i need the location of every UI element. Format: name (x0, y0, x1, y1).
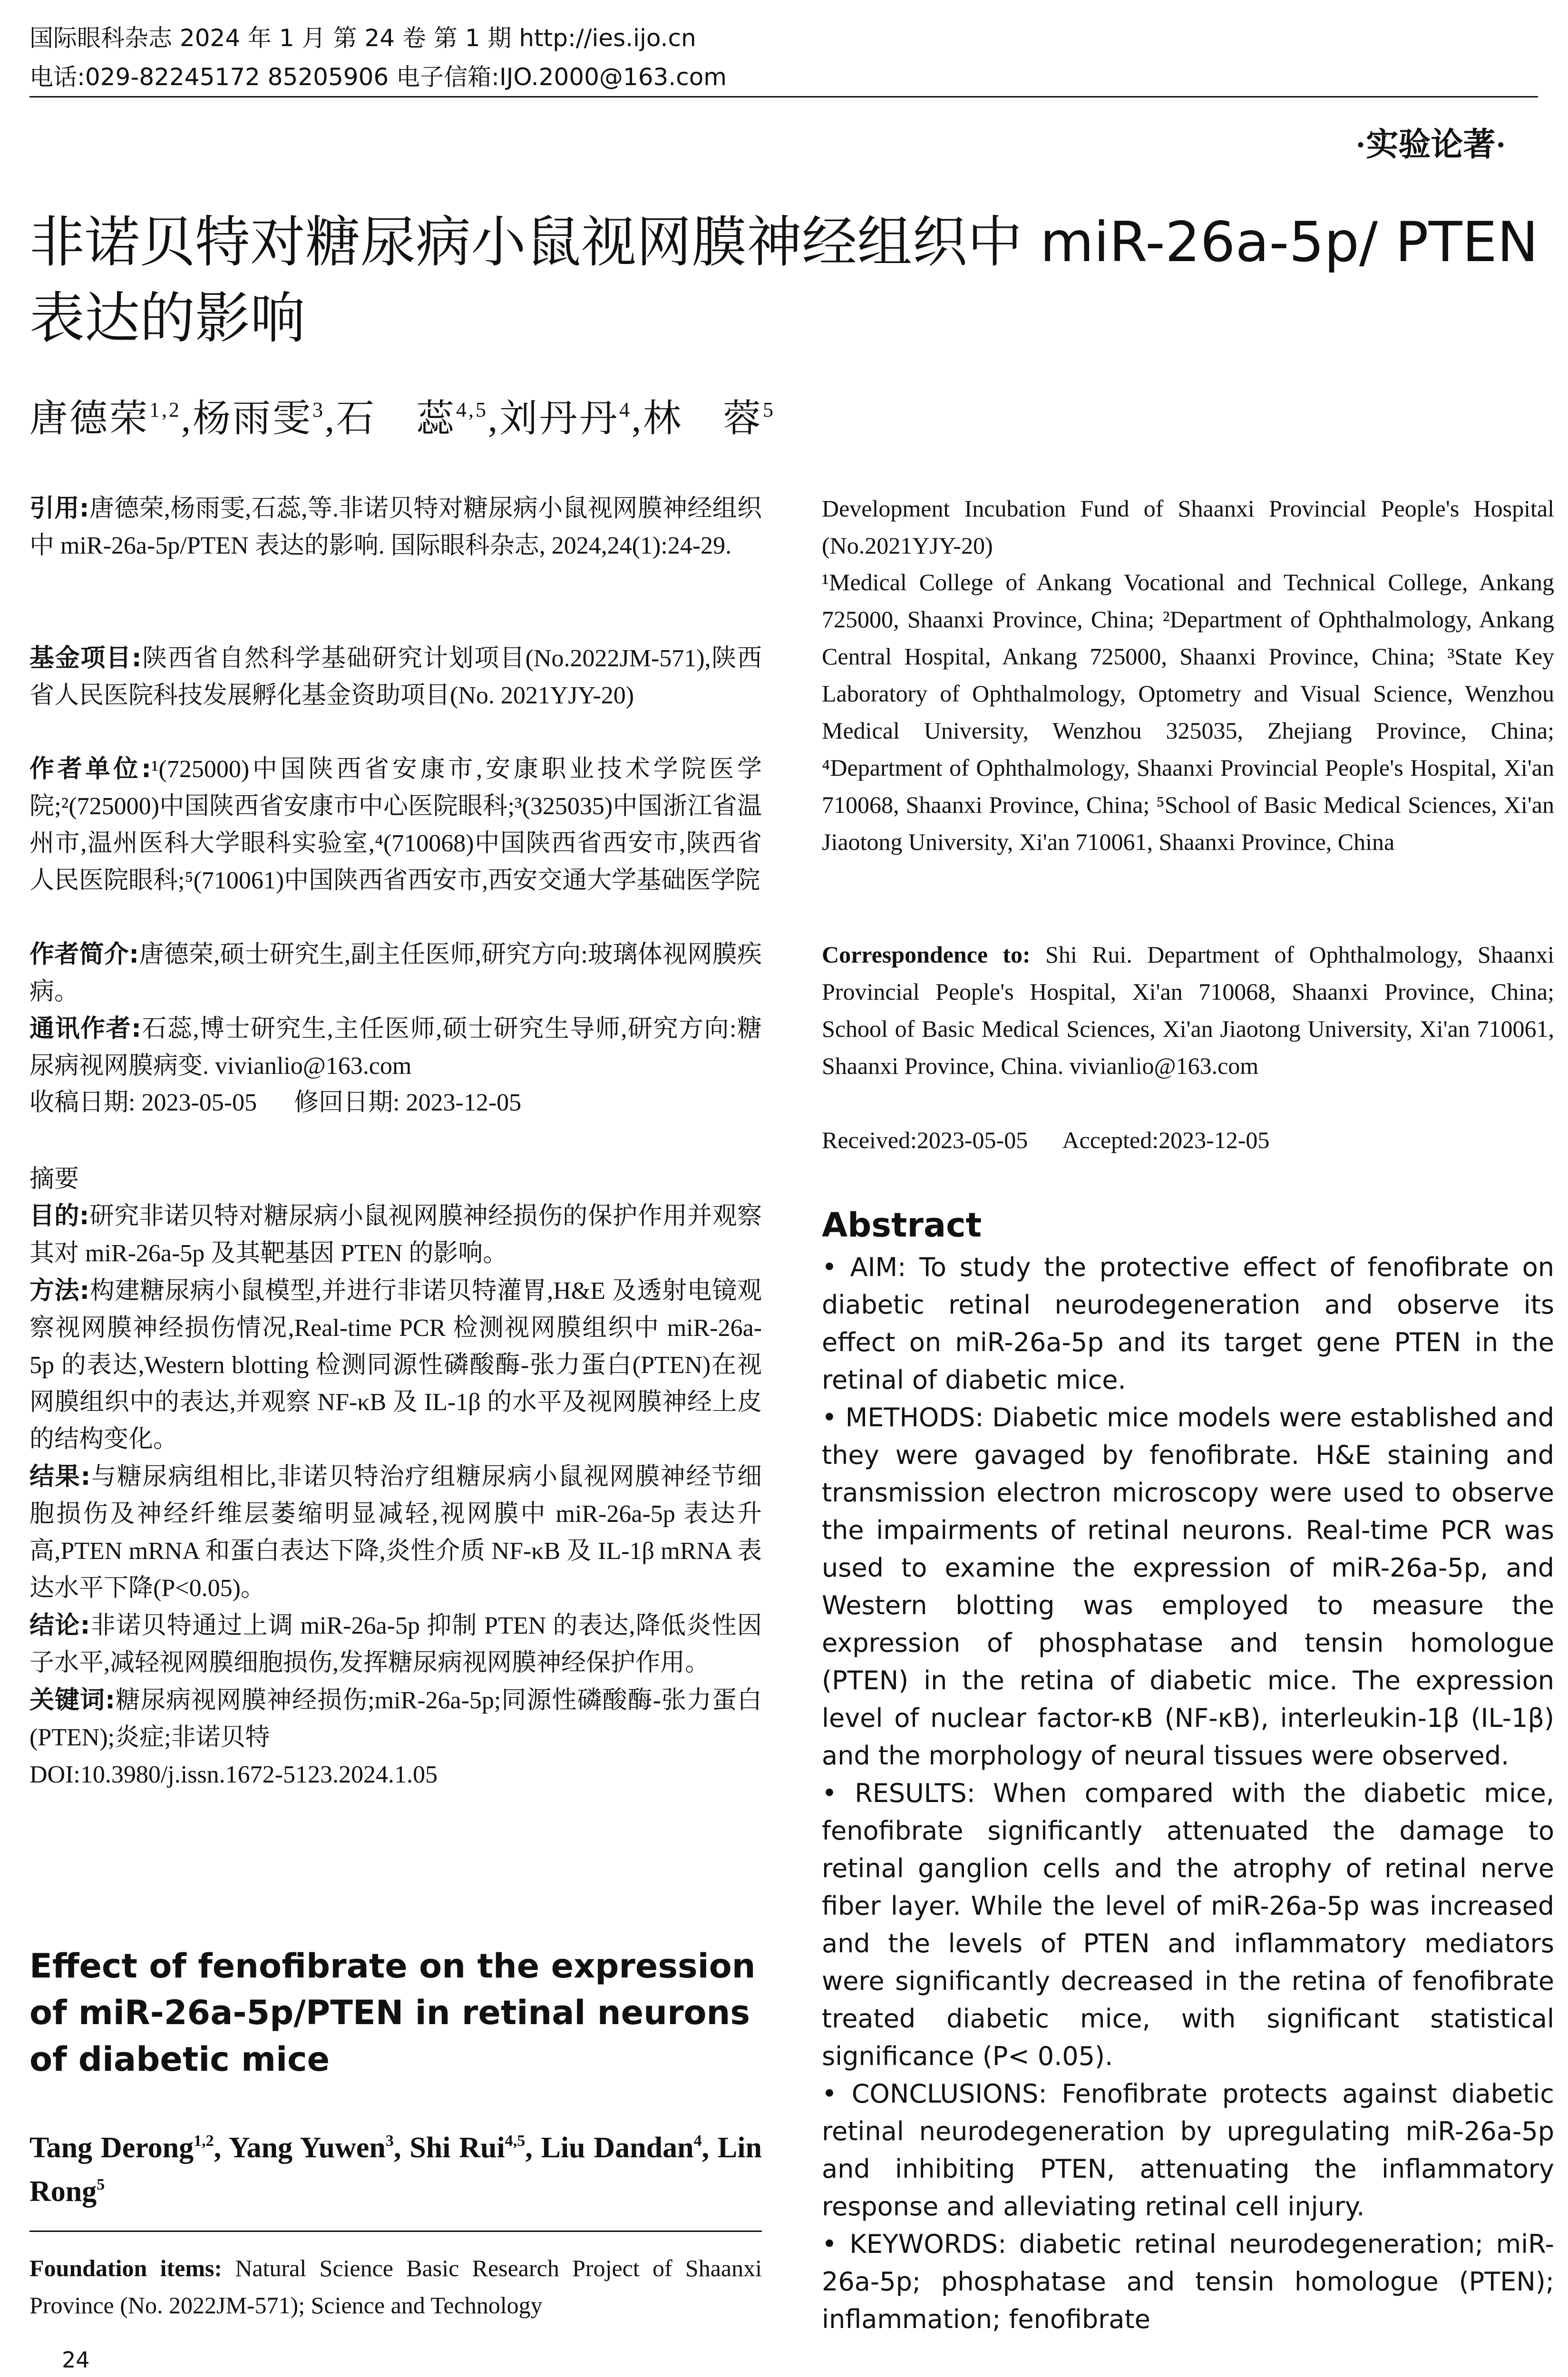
cite-text: 唐德荣,杨雨雯,石蕊,等.非诺贝特对糖尿病小鼠视网膜神经组织中 miR-26a-5p/PTEN 表达的影响. 国际眼科杂志, 2024,24(1):24-29. (29, 495, 762, 559)
en-author-sup: 3 (385, 2132, 394, 2150)
fund-text: 陕西省自然科学基础研究计划项目(No.2022JM-571),陕西省人民医院科技发展孵化基金资助项目(No. 2021YJY-20) (29, 645, 762, 709)
journal-header-line2: 电话:029-82245172 85205906 电子信箱:IJO.2000@163.com (29, 63, 727, 91)
en-author-name: Lin Rong (29, 2132, 762, 2208)
dates-cn: 收稿日期: 2023-05-05 修回日期: 2023-12-05 (29, 1089, 522, 1116)
keywords-paragraph (29, 1682, 762, 1756)
affiliation-block-en: ¹Medical College of Ankang Vocational and Technical College, Ankang 725000, Shaanxi Province, China; ²Department of Ophthalmology, Ankang Central Hospital, Ankang 725000, Shaanxi Province, China; ³State Key Laboratory of Ophthalmology, Optometry and Visual Science, Wenzhou Medical University, Wenzhou 325035, Zhejiang Province, China; ⁴Department of Ophthalmology, Shaanxi Provincial People's Hospital, Xi'an 710068, Shaanxi Province, China; ⁵School of Basic Medical Sciences, Xi'an Jiaotong University, Xi'an 710061, Shaanxi Province, China (822, 569, 1554, 855)
header-rule (29, 96, 1538, 97)
correspondence-label: Correspondence to: (822, 941, 1031, 968)
keywords-text: 糖尿病视网膜神经损伤;miR-26a-5p;同源性磷酸酶-张力蛋白(PTEN);炎症;非诺贝特 (29, 1687, 762, 1751)
conclusion-text: 非诺贝特通过上调 miR-26a-5p 抑制 PTEN 的表达,降低炎性因子水平,减轻视网膜细胞损伤,发挥糖尿病视网膜神经保护作用。 (29, 1612, 762, 1676)
results-paragraph (29, 1458, 762, 1607)
en-author-name: Liu Dandan (541, 2132, 694, 2164)
english-title: Effect of fenofibrate on the expression of miR-26a-5p/PTEN in retinal neurons of diabetic mice (29, 1947, 756, 2079)
author-affil-sup: 3 (312, 398, 325, 422)
abstract-conclusions: • CONCLUSIONS: Fenofibrate protects against diabetic retinal neurodegeneration by upregulating miR-26a-5p and inhibiting PTEN, attenuating the inflammatory response and alleviating retinal cell injury. (822, 2079, 1554, 2221)
en-author-name: Tang Derong (29, 2132, 194, 2164)
author-name: 林 蓉 (643, 398, 763, 440)
fund-label: 基金项目: (29, 644, 142, 672)
author-list: 唐德荣$^{1,2}$,杨雨雯$^3$,石 蕊$^{4,5}$,刘丹丹$^4$,林 蓉$^5$ (29, 398, 775, 440)
foundation-block-en (29, 2250, 762, 2324)
article-title: 非诺贝特对糖尿病小鼠视网膜神经组织中 miR-26a-5p/ PTEN 表达的影响 (29, 210, 1539, 351)
en-author-name: Shi Rui (409, 2132, 505, 2164)
en-author-sup: 4,5 (505, 2132, 526, 2150)
affiliation-block-cn (29, 750, 762, 899)
results-label: 结果: (29, 1462, 91, 1491)
author-name: 唐德荣 (29, 398, 149, 440)
abstract-keywords: • KEYWORDS: diabetic retinal neurodegeneration; miR-26a-5p; phosphatase and tensin homologue (PTEN); inflammation; fenofibrate (822, 2229, 1554, 2334)
foundation-rule (29, 2231, 762, 2232)
fund-block (29, 640, 762, 714)
en-author-name: Yang Yuwen (228, 2132, 386, 2164)
keywords-label: 关键词: (29, 1686, 115, 1715)
abstract-methods: • METHODS: Diabetic mice models were established and they were gavaged by fenofibrate. H&E staining and transmission electron microscopy were used to observe the impairments of retinal neurons. Real-time PCR was used to examine the expression of miR-26a-5p, and Western blotting was employed to measure the expression of phosphatase and tensin homologue (PTEN) in the retina of diabetic mice. The expression level of nuclear factor-κB (NF-κB), interleukin-1β (IL-1β) and the morphology of neural tissues were observed. (822, 1403, 1554, 1771)
aim-label: 目的: (29, 1202, 89, 1230)
corr-label: 通讯作者: (29, 1014, 141, 1043)
abstract-body-en (822, 1248, 1554, 2338)
aim-paragraph (29, 1198, 762, 1272)
methods-text: 构建糖尿病小鼠模型,并进行非诺贝特灌胃,H&E 及透射电镜观察视网膜神经损伤情况,Real-time PCR 检测视网膜组织中 miR-26a-5p 的表达,Western blotting 检测同源性磷酸酶-张力蛋白(PTEN)在视网膜组织中的表达,并观察 NF-κB 及 IL-1β 的水平及视网膜神经上皮的结构变化。 (29, 1277, 762, 1453)
english-author-list: Tang Derong$^{1,2}$, Yang Yuwen$^3$, Shi Rui$^{4,5}$, Liu Dandan$^4$, Lin Rong$^5$ (29, 2132, 762, 2208)
author-name: 杨雨雯 (193, 398, 312, 440)
results-text: 与糖尿病组相比,非诺贝特治疗组糖尿病小鼠视网膜神经节细胞损伤及神经纤维层萎缩明显减轻,视网膜中 miR-26a-5p 表达升高,PTEN mRNA 和蛋白表达下降,炎性介质 NF-κB 及 IL-1β mRNA 表达水平下降(P<0.05)。 (29, 1463, 762, 1602)
author-name: 刘丹丹 (499, 398, 619, 440)
abstract-results: • RESULTS: When compared with the diabetic mice, fenofibrate significantly attenuated the damage to retinal ganglion cells and the atrophy of retinal nerve fiber layer. While the level of miR-26a-5p was increased and the levels of PTEN and inflammatory mediators were significantly decreased in the retina of fenofibrate treated diabetic mice, with significant statistical significance (P< 0.05). (822, 1778, 1554, 2071)
foundation-label: Foundation items: (29, 2255, 223, 2281)
abstract-heading-en: Abstract (822, 1206, 982, 1245)
section-tag: ·实验论著· (1355, 127, 1506, 163)
author-affil-sup: 4 (619, 398, 632, 422)
citation-block (29, 490, 762, 565)
author-affil-sup: 4,5 (456, 398, 488, 422)
author-affil-sup: 1,2 (149, 398, 181, 422)
en-author-sup: 4 (693, 2132, 702, 2150)
foundation-continued: Development Incubation Fund of Shaanxi Provincial People's Hospital (No.2021YJY-20) (822, 495, 1554, 559)
unit-text: ¹(725000)中国陕西省安康市,安康职业技术学院医学院;²(725000)中国陕西省安康市中心医院眼科;³(325035)中国浙江省温州市,温州医科大学眼科实验室,⁴(710068)中国陕西省西安市,陕西省人民医院眼科;⁵(710061)中国陕西省西安市,西安交通大学基础医学院 (29, 756, 762, 894)
bio-label: 作者简介: (29, 940, 139, 969)
foundation-text: Natural Science Basic Research Project of Shaanxi Province (No. 2022JM-571); Science and Technology (29, 2255, 762, 2319)
page-number: 24 (62, 2347, 90, 2373)
en-author-sup: 1,2 (194, 2132, 214, 2150)
aim-text: 研究非诺贝特对糖尿病小鼠视网膜神经损伤的保护作用并观察其对 miR-26a-5p 及其靶基因 PTEN 的影响。 (29, 1203, 762, 1267)
methods-label: 方法: (29, 1276, 90, 1305)
unit-label: 作者单位: (29, 755, 151, 783)
abstract-aim: • AIM: To study the protective effect of fenofibrate on diabetic retinal neurodegeneration and observe its effect on miR-26a-5p and its target gene PTEN in the retinal of diabetic mice. (822, 1252, 1554, 1395)
journal-header-line1: 国际眼科杂志 2024 年 1 月 第 24 卷 第 1 期 http://ies.ijo.cn (29, 24, 696, 52)
conclusion-label: 结论: (29, 1611, 90, 1640)
author-name: 石 蕊 (336, 398, 456, 440)
methods-paragraph (29, 1272, 762, 1458)
correspondence-block-en (822, 936, 1554, 1084)
correspondence-text: Shi Rui. Department of Ophthalmology, Shaanxi Provincial People's Hospital, Xi'an 710068, Shaanxi Province, China; School of Basic Medical Sciences, Xi'an Jiaotong University, Xi'an 710061, Shaanxi Province, China. vivianlio@163.com (822, 941, 1554, 1079)
author-bio-block (29, 936, 762, 1011)
corresponding-block-cn (29, 1010, 762, 1085)
abstract-heading-cn: 摘要 (29, 1165, 79, 1193)
cite-label: 引用: (29, 494, 89, 523)
bio-text: 唐德荣,硕士研究生,副主任医师,研究方向:玻璃体视网膜疾病。 (29, 941, 762, 1005)
dates-en: Received:2023-05-05 Accepted:2023-12-05 (822, 1127, 1270, 1153)
author-affil-sup: 5 (763, 398, 775, 422)
corr-text: 石蕊,博士研究生,主任医师,硕士研究生导师,研究方向:糖尿病视网膜病变. vivianlio@163.com (29, 1015, 762, 1080)
en-author-sup: 5 (97, 2176, 105, 2194)
doi: DOI:10.3980/j.issn.1672-5123.2024.1.05 (29, 1761, 438, 1788)
abstract-body-cn (29, 1198, 762, 1793)
conclusion-paragraph (29, 1607, 762, 1682)
